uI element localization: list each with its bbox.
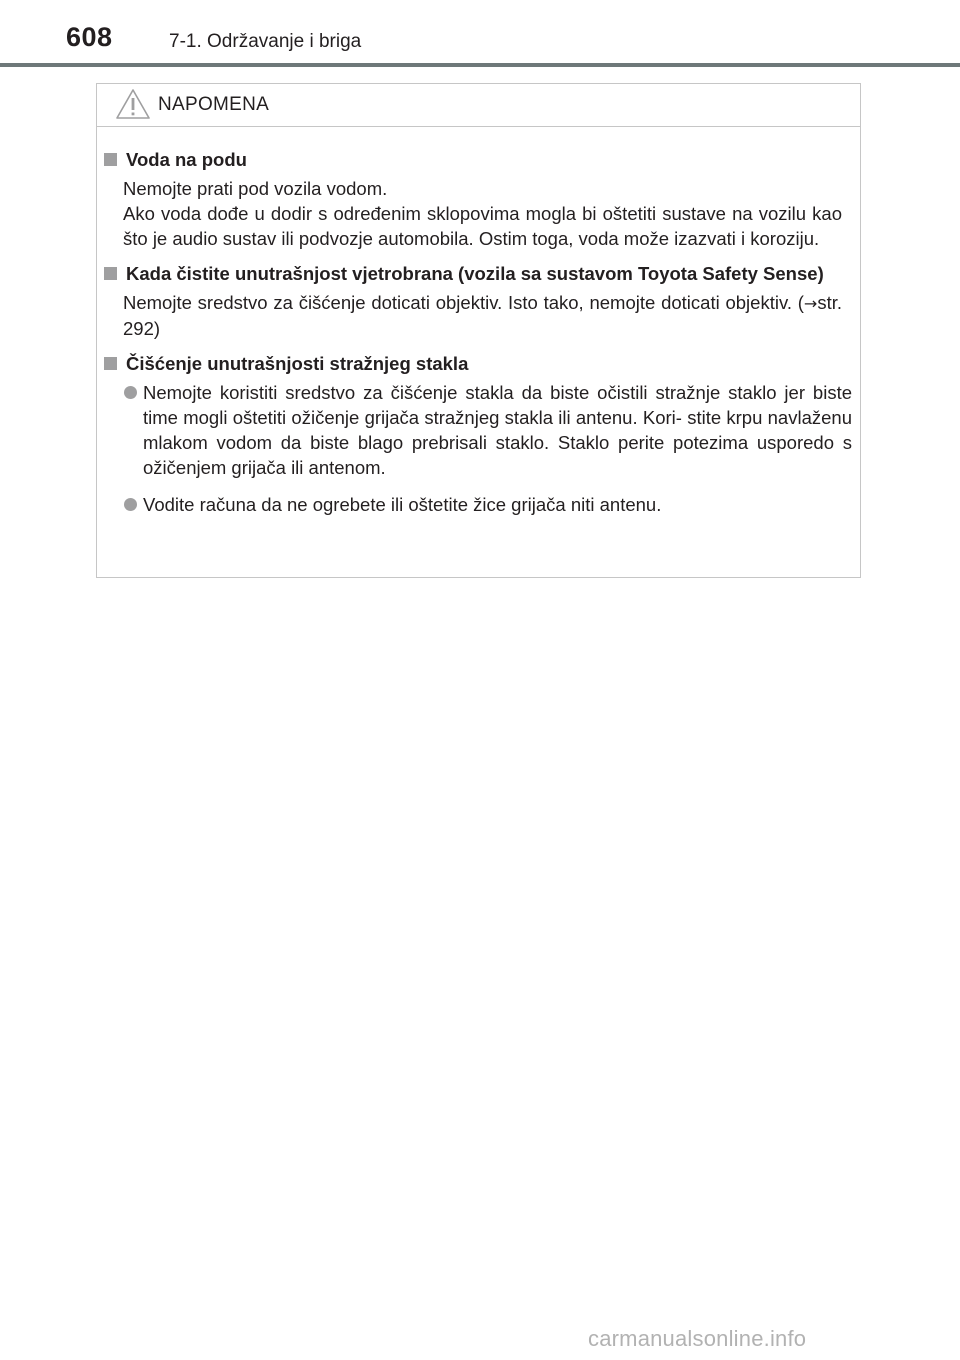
watermark-text: carmanualsonline.info [588, 1326, 807, 1351]
paragraph-line: Nemojte prati pod vozila vodom. [123, 178, 388, 199]
list-item-text: Vodite računa da ne ogrebete ili oštetite žice grijača niti antenu. [143, 494, 662, 515]
topic-heading-text: Čišćenje unutrašnjosti stražnjeg stakla [126, 353, 469, 374]
section-title: 7-1. Održavanje i briga [169, 31, 362, 52]
topic-water-on-floor [97, 147, 852, 251]
list-item [97, 492, 852, 517]
page-reference: str. 292) [123, 292, 842, 339]
warning-triangle-icon [115, 88, 151, 120]
list-item [97, 380, 852, 480]
notice-header [97, 84, 860, 127]
paragraph-text: Nemojte sredstvo za čišćenje doticati objektiv. Isto tako, nemojte doticati objektiv. ( [123, 292, 804, 313]
paragraph [123, 176, 852, 251]
topic-heading [97, 147, 852, 172]
notice-body [97, 127, 860, 517]
list-item-text: Nemojte koristiti sredstvo za čišćenje stakla da biste očistili stražnje staklo jer biste time mogli oštetiti ožičenje grijača stražnjeg stakla ili antenu. Kori- stite krpu navlaženu mlakom vodom da biste blago prebrisali staklo. Staklo perite potezima usporedo s ožičenjem grijača ili antenom. [143, 382, 852, 478]
round-bullet-icon [124, 498, 137, 511]
topic-rear-window-cleaning [97, 351, 852, 517]
header-divider [0, 63, 960, 67]
round-bullet-icon [124, 386, 137, 399]
paragraph-line: Ako voda dođe u dodir s određenim sklopovima mogla bi oštetiti sustave na vozilu kao što je audio sustav ili podvozje automobila. Ostim toga, voda može izazvati i koroziju. [123, 203, 842, 249]
paragraph [123, 290, 852, 341]
notice-title: NAPOMENA [158, 94, 270, 115]
square-bullet-icon [104, 357, 117, 370]
page-number: 608 [66, 22, 113, 52]
page-header [0, 0, 960, 70]
square-bullet-icon [104, 153, 117, 166]
right-arrow-icon: → [803, 294, 818, 313]
square-bullet-icon [104, 267, 117, 280]
topic-heading-text: Voda na podu [126, 149, 247, 170]
notice-box [96, 83, 861, 578]
topic-heading-text: Kada čistite unutrašnjost vjetrobrana (vozila sa sustavom Toyota Safety Sense) [126, 263, 824, 284]
topic-windshield-cleaning [97, 261, 852, 341]
topic-heading [97, 261, 852, 286]
topic-heading [97, 351, 852, 376]
